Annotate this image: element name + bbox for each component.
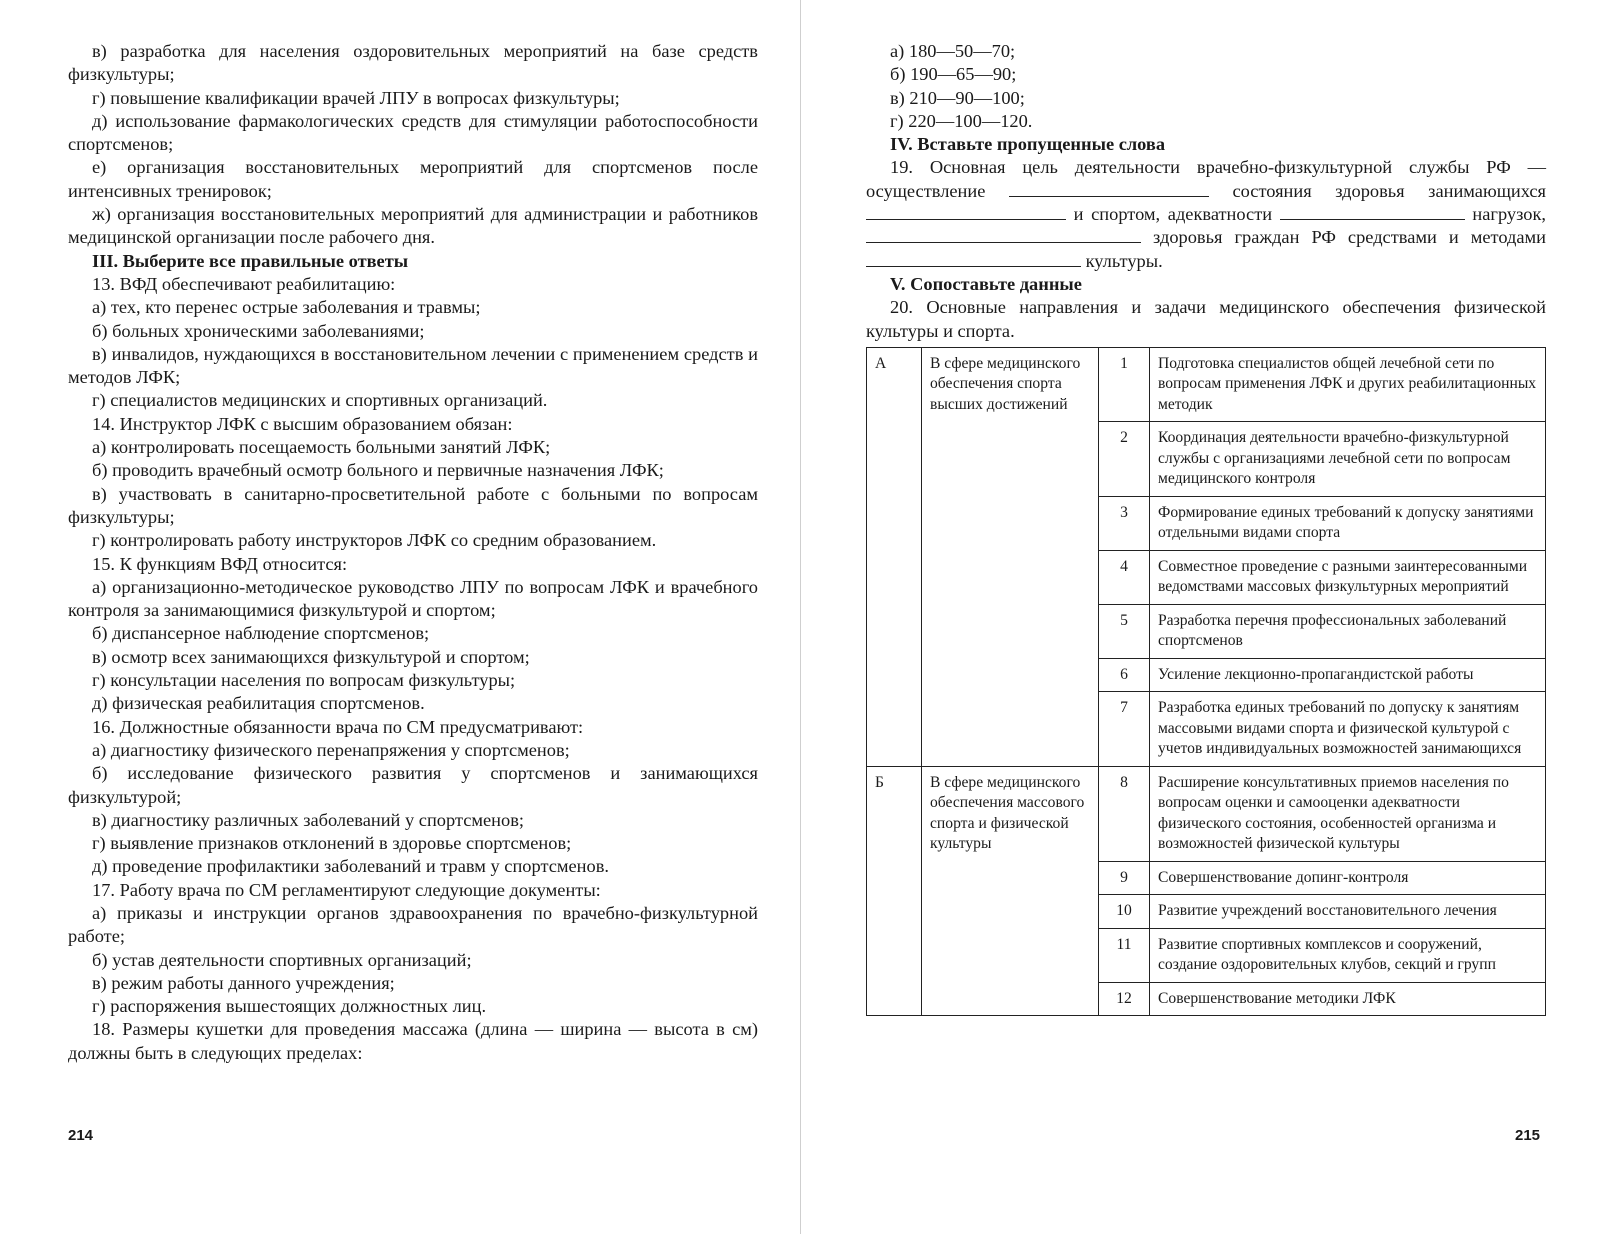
- blank-4[interactable]: [866, 226, 1141, 243]
- item-number: 10: [1099, 895, 1150, 929]
- q19-part5: здоровья граждан РФ средствами и методами: [1153, 227, 1546, 248]
- answer-option: а) 180—50—70;: [890, 41, 1016, 61]
- text-paragraph: 15. К функциям ВФД относится:: [92, 553, 348, 574]
- item-number: 7: [1099, 692, 1150, 767]
- text-paragraph: г) контролировать работу инструкторов ЛФК со средним образованием.: [92, 530, 657, 551]
- item-text: Подготовка специалистов общей лечебной сети по вопросам применения ЛФК и других реабилитационных методик: [1150, 347, 1546, 422]
- item-text: Расширение консультативных приемов населения по вопросам оценки и самооценки адекватности физического состояния, особенностей организма и возможностей физической культуры: [1150, 766, 1546, 861]
- page-gutter: [800, 0, 801, 1234]
- left-page: [68, 40, 758, 1065]
- text-paragraph: б) устав деятельности спортивных организаций;: [92, 949, 472, 970]
- item-text: Развитие учреждений восстановительного лечения: [1150, 895, 1546, 929]
- item-number: 12: [1099, 982, 1150, 1016]
- section-heading: III. Выберите все правильные ответы: [92, 250, 409, 271]
- group-title: В сфере медицинского обеспечения массового спорта и физической культуры: [922, 766, 1099, 1016]
- blank-5[interactable]: [866, 250, 1081, 267]
- item-number: 9: [1099, 861, 1150, 895]
- text-paragraph: б) проводить врачебный осмотр больного и первичные назначения ЛФК;: [92, 460, 664, 481]
- right-page: [866, 40, 1546, 1016]
- blank-2[interactable]: [866, 203, 1066, 220]
- text-paragraph: а) тех, кто перенес острые заболевания и травмы;: [92, 297, 481, 318]
- item-number: 3: [1099, 496, 1150, 550]
- text-paragraph: 18. Размеры кушетки для проведения массажа (длина — ширина — высота в см) должны быть в следующих пределах:: [68, 1019, 758, 1063]
- answer-option: б) 190—65—90;: [890, 64, 1017, 85]
- text-paragraph: в) участвовать в санитарно-просветительной работе с больными по вопросам физкультуры;: [68, 483, 758, 527]
- right-page-text: [866, 40, 1546, 156]
- text-paragraph: г) специалистов медицинских и спортивных организаций.: [92, 390, 548, 411]
- item-number: 1: [1099, 347, 1150, 422]
- item-number: 2: [1099, 422, 1150, 497]
- q19-part6: культуры.: [1085, 250, 1163, 271]
- text-paragraph: 17. Работу врача по СМ регламентируют следующие документы:: [92, 879, 601, 900]
- answer-option: в) 210—90—100;: [890, 87, 1025, 108]
- text-paragraph: 16. Должностные обязанности врача по СМ предусматривают:: [92, 716, 584, 737]
- item-number: 5: [1099, 604, 1150, 658]
- blank-3[interactable]: [1280, 203, 1465, 220]
- text-paragraph: а) контролировать посещаемость больными занятий ЛФК;: [92, 437, 551, 458]
- group-letter: А: [867, 347, 922, 766]
- text-paragraph: ж) организация восстановительных мероприятий для администрации и работников медицинской организации после рабочего дня.: [68, 204, 758, 248]
- text-paragraph: г) консультации населения по вопросам физкультуры;: [92, 670, 516, 691]
- text-paragraph: г) выявление признаков отклонений в здоровье спортсменов;: [92, 833, 572, 854]
- text-paragraph: а) приказы и инструкции органов здравоохранения по врачебно-физкультурной работе;: [68, 902, 758, 947]
- question-20: 20. Основные направления и задачи медицинского обеспечения физической культуры и спорта.: [866, 297, 1546, 341]
- item-text: Формирование единых требований к допуску занятиями отдельными видами спорта: [1150, 496, 1546, 550]
- text-paragraph: а) диагностику физического перенапряжения у спортсменов;: [92, 739, 570, 760]
- item-text: Разработка перечня профессиональных заболеваний спортсменов: [1150, 604, 1546, 658]
- question-19: [866, 156, 1546, 272]
- text-paragraph: д) использование фармакологических средств для стимуляции работоспособности спортсменов;: [68, 110, 758, 155]
- text-paragraph: в) инвалидов, нуждающихся в восстановительном лечении с применением средств и методов ЛФК;: [68, 343, 758, 388]
- section-heading: IV. Вставьте пропущенные слова: [890, 134, 1166, 155]
- text-paragraph: б) больных хроническими заболеваниями;: [92, 320, 425, 341]
- text-paragraph: в) режим работы данного учреждения;: [92, 972, 395, 993]
- text-paragraph: г) распоряжения вышестоящих должностных лиц.: [92, 996, 487, 1017]
- text-paragraph: д) физическая реабилитация спортсменов.: [92, 693, 425, 714]
- text-paragraph: д) проведение профилактики заболеваний и травм у спортсменов.: [92, 856, 610, 877]
- table-row: [867, 347, 1546, 422]
- matching-table: [866, 347, 1546, 1017]
- q19-part2: состояния здоровья занимающихся: [1232, 180, 1546, 201]
- section-5-title: V. Сопоставьте данные: [890, 273, 1082, 294]
- item-number: 8: [1099, 766, 1150, 861]
- text-paragraph: в) диагностику различных заболеваний у спортсменов;: [92, 809, 525, 830]
- blank-1[interactable]: [1009, 180, 1209, 197]
- item-text: Совершенствование методики ЛФК: [1150, 982, 1546, 1016]
- page-number-right: 215: [1515, 1127, 1541, 1144]
- item-number: 11: [1099, 928, 1150, 982]
- item-text: Развитие спортивных комплексов и сооружений, создание оздоровительных клубов, секций и групп: [1150, 928, 1546, 982]
- group-title: В сфере медицинского обеспечения спорта высших достижений: [922, 347, 1099, 766]
- item-text: Разработка единых требований по допуску к занятиям массовыми видами спорта и физической культурой с учетов индивидуальных возможностей занимающихся: [1150, 692, 1546, 767]
- item-text: Совместное проведение с разными заинтересованными ведомствами массовых физкультурных мероприятий: [1150, 550, 1546, 604]
- text-paragraph: г) повышение квалификации врачей ЛПУ в вопросах физкультуры;: [92, 87, 620, 108]
- group-letter: Б: [867, 766, 922, 1016]
- page-number-left: 214: [68, 1127, 94, 1144]
- text-paragraph: 14. Инструктор ЛФК с высшим образованием обязан:: [92, 413, 513, 434]
- table-row: [867, 766, 1546, 861]
- text-paragraph: е) организация восстановительных мероприятий для спортсменов после интенсивных тренировок;: [68, 157, 758, 201]
- q19-part4: нагрузок,: [1472, 204, 1546, 225]
- q19-part1: 19. Основная цель деятельности врачебно-физкультурной службы РФ — осуществление: [866, 157, 1546, 201]
- item-number: 6: [1099, 658, 1150, 692]
- text-paragraph: б) диспансерное наблюдение спортсменов;: [92, 623, 430, 644]
- item-text: Координация деятельности врачебно-физкультурной службы с организациями лечебной сети по вопросам медицинского контроля: [1150, 422, 1546, 497]
- text-paragraph: в) разработка для населения оздоровительных мероприятий на базе средств физкультуры;: [68, 41, 758, 85]
- text-paragraph: 13. ВФД обеспечивают реабилитацию:: [92, 273, 396, 294]
- answer-option: г) 220—100—120.: [890, 110, 1033, 131]
- item-text: Усиление лекционно-пропагандистской работы: [1150, 658, 1546, 692]
- item-text: Совершенствование допинг-контроля: [1150, 861, 1546, 895]
- q19-part3: и спортом, адекватности: [1073, 204, 1273, 225]
- text-paragraph: б) исследование физического развития у спортсменов и занимающихся физкультурой;: [68, 763, 758, 807]
- text-paragraph: в) осмотр всех занимающихся физкультурой и спортом;: [92, 646, 530, 667]
- left-page-text: [68, 40, 758, 1065]
- item-number: 4: [1099, 550, 1150, 604]
- text-paragraph: а) организационно-методическое руководство ЛПУ по вопросам ЛФК и врачебного контроля за занимающимися физкультурой и спортом;: [68, 576, 758, 621]
